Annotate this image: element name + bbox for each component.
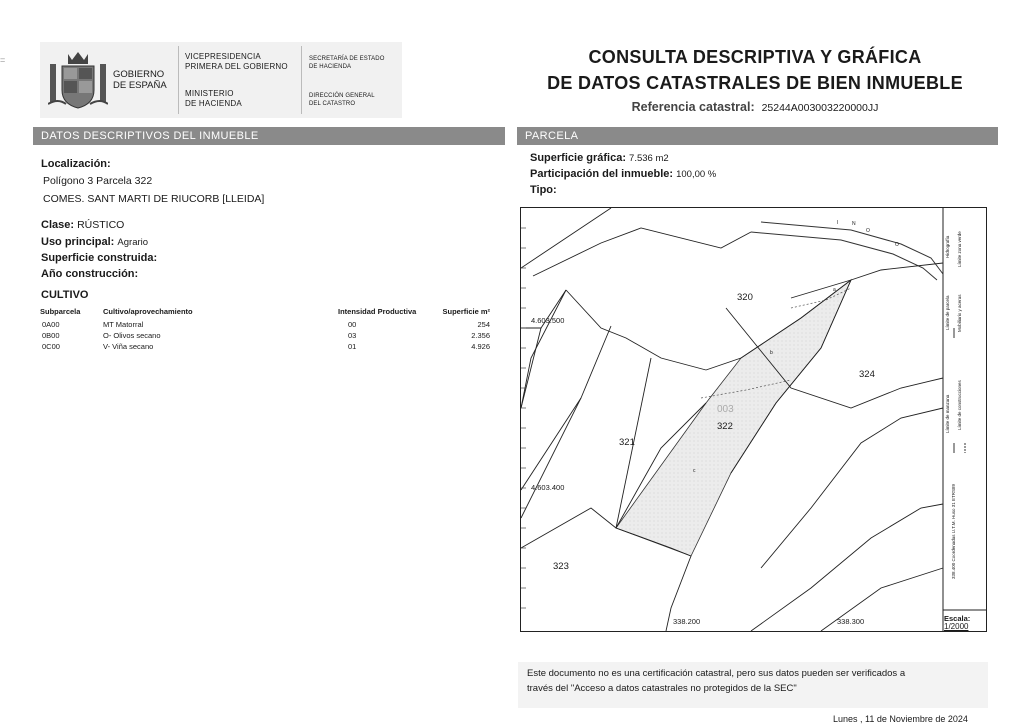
header-divider [178, 46, 179, 114]
secretaria-label: SECRETARÍA DE ESTADO DE HACIENDA [309, 56, 385, 70]
parcel-322-area [616, 280, 851, 556]
parcel-label-320: 320 [737, 292, 753, 303]
disclaimer-line2: través del "Acceso a datos catastrales no protegidos de la SEC" [527, 683, 797, 694]
cadastral-map [520, 207, 987, 632]
parcel-label-321: 321 [619, 437, 635, 448]
cell-cultivo: O- Olivos secano [103, 331, 161, 340]
superficie-construida-label: Superficie construida: [41, 252, 158, 264]
address-line2: COMES. SANT MARTI DE RIUCORB [LLEIDA] [43, 193, 265, 205]
table-row [40, 341, 490, 352]
col-cultivo: Cultivo/aprovechamiento [103, 306, 193, 316]
gobierno-label: GOBIERNO DE ESPAÑA [113, 69, 167, 91]
polygon-label-003: 003 [717, 404, 734, 415]
cell-intensidad: 00 [348, 320, 357, 329]
page-title-line2: DE DATOS CATASTRALES DE BIEN INMUEBLE [547, 73, 963, 93]
table-header-row [40, 305, 490, 319]
col-intensidad: Intensidad Productiva [338, 306, 417, 316]
uso-value: Agrario [117, 237, 149, 248]
legend-limite-manzana: Límite de manzana [945, 394, 950, 434]
table-row [40, 330, 490, 341]
left-ticks [521, 228, 526, 608]
cultivo-table [40, 305, 490, 352]
document-date: Lunes , 11 de Noviembre de 2024 [833, 714, 968, 724]
utm-coords-note: 338.400 Coordenadas U.T.M. Huso 31 ETRS89 [951, 483, 956, 579]
coord-x-left: 338.200 [673, 617, 701, 626]
subparcel-label-c: c [693, 468, 696, 474]
cell-cultivo: V- Viña secano [103, 342, 154, 351]
subparcel-label-a: a [833, 287, 836, 293]
col-subparcela: Subparcela [40, 306, 81, 316]
superficie-grafica-value: 7.536 m2 [629, 153, 669, 164]
superficie-grafica-field: Superficie gráfica: 7.536 m2 [530, 152, 669, 164]
referencia-value: 25244A003003220000JJ [761, 102, 879, 114]
scale-value: 1/2000 [944, 622, 969, 631]
participacion-value: 100,00 % [676, 169, 717, 180]
cell-intensidad: 01 [348, 342, 357, 351]
legend-mobiliario: Mobiliario y aceras [957, 294, 962, 332]
legend-hidrografia: Hidrografía [945, 235, 950, 259]
disclaimer-box [518, 662, 988, 708]
parcel-label-323: 323 [553, 561, 569, 572]
header-divider-2 [301, 46, 302, 114]
legend-limite-construcciones: Límite de construcciones [957, 380, 962, 430]
tipo-label: Tipo: [530, 184, 557, 196]
coord-y-lower: 4.603.400 [531, 483, 565, 492]
cell-sub: 0C00 [42, 342, 60, 351]
section-bar-datos: DATOS DESCRIPTIVOS DEL INMUEBLE [33, 127, 505, 145]
disclaimer-line1: Este documento no es una certificación catastral, pero sus datos pueden ser verificados a [527, 668, 906, 679]
clase-value: RÚSTICO [77, 219, 125, 231]
coord-y-upper: 4.603.500 [531, 316, 565, 325]
coord-x-right: 338.300 [837, 617, 865, 626]
road-letter: N [852, 221, 856, 227]
address-line1: Polígono 3 Parcela 322 [43, 175, 153, 187]
parcel-label-322: 322 [717, 421, 733, 432]
map-drawing [521, 208, 986, 631]
margin-mark: = [0, 55, 6, 65]
cell-superficie: 4.926 [471, 342, 490, 351]
clase-field: Clase: RÚSTICO [41, 219, 125, 231]
section-bar-parcela: PARCELA [517, 127, 998, 145]
cell-cultivo: MT Matorral [103, 320, 144, 329]
participacion-field: Participación del inmueble: 100,00 % [530, 168, 717, 180]
subparcel-label-b: b [770, 350, 773, 356]
col-superficie: Superficie m² [442, 306, 490, 316]
cell-sub: 0A00 [42, 320, 60, 329]
referencia-catastral: Referencia catastral: 25244A003003220000JJ [631, 100, 879, 114]
parcel-label-324: 324 [859, 369, 875, 380]
cell-intensidad: 03 [348, 331, 357, 340]
road-letter: I [837, 220, 839, 226]
coat-of-arms-icon [48, 50, 108, 112]
cultivo-title: CULTIVO [41, 289, 89, 301]
scale-label: Escala: [944, 614, 971, 623]
legend-limite-zona-verde: Límite zona verde [957, 231, 962, 267]
table-row [40, 319, 490, 330]
page-title-line1: CONSULTA DESCRIPTIVA Y GRÁFICA [588, 47, 922, 67]
cell-sub: 0B00 [42, 331, 60, 340]
ministerio-label: MINISTERIO DE HACIENDA [185, 89, 242, 108]
vicepresidencia-label: VICEPRESIDENCIA PRIMERA DEL GOBIERNO [185, 52, 288, 71]
road-edge-lower [751, 232, 937, 280]
localizacion-label: Localización: [41, 158, 111, 170]
cell-superficie: 254 [477, 320, 490, 329]
cell-superficie: 2.356 [471, 331, 490, 340]
direccion-label: DIRECCIÓN GENERAL DEL CATASTRO [309, 93, 375, 107]
road-letter: O [895, 242, 899, 248]
uso-field: Uso principal: Agrario [41, 236, 149, 248]
anio-construccion-label: Año construcción: [41, 268, 139, 280]
road-letter: O [866, 228, 870, 234]
legend-limite-parcela: Límite de parcela [945, 295, 950, 331]
